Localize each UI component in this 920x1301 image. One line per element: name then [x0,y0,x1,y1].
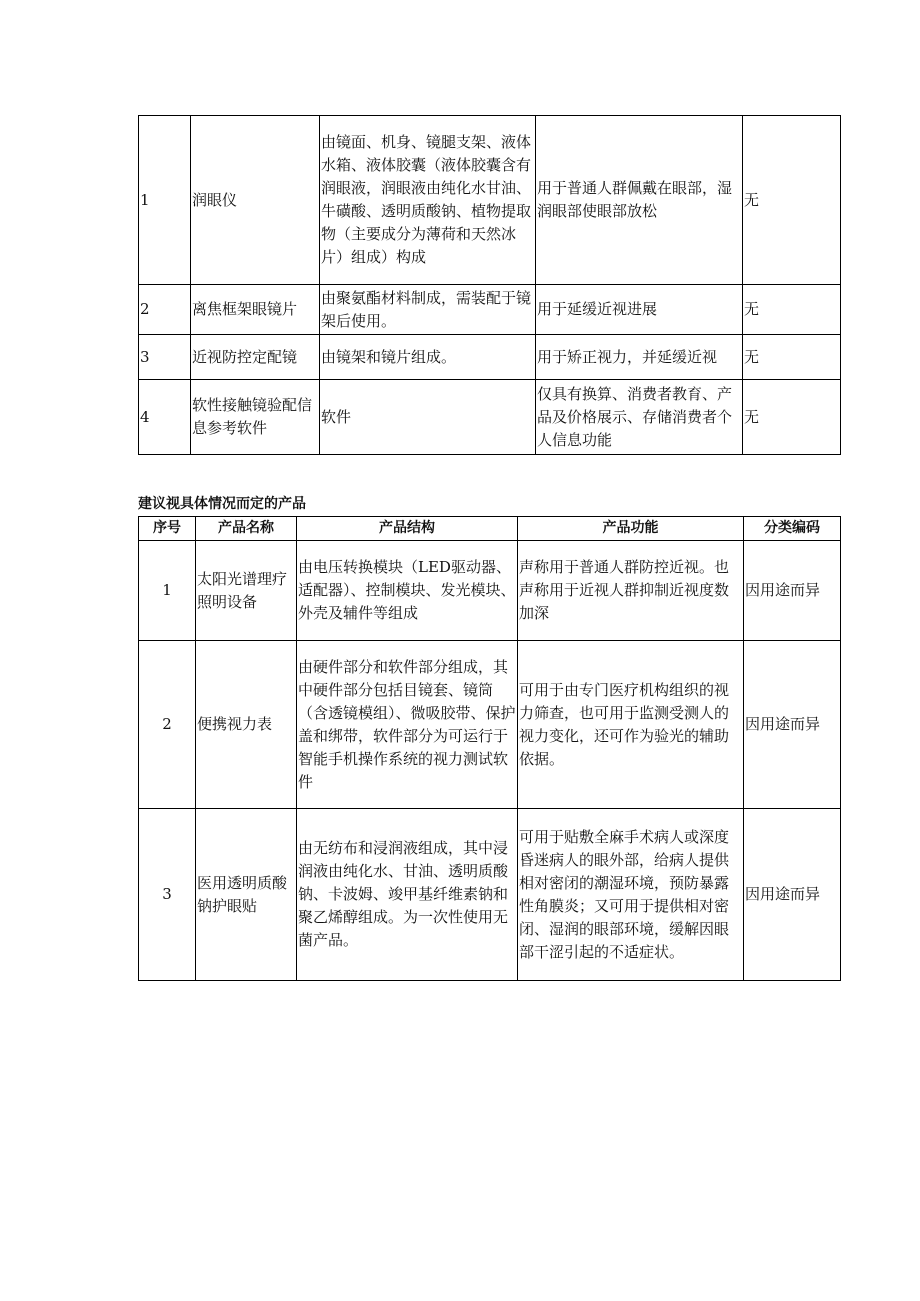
classification-code: 无 [743,335,841,380]
row-number: 3 [139,335,191,380]
product-structure: 由镜架和镜片组成。 [320,335,536,380]
row-number: 1 [139,116,191,285]
row-number: 2 [139,285,191,335]
classification-code: 无 [743,380,841,455]
product-function: 声称用于普通人群防控近视。也声称用于近视人群抑制近视度数加深 [518,541,744,641]
classification-code: 因用途而异 [744,641,841,809]
table-row [139,541,841,641]
product-function: 可用于由专门医疗机构组织的视力筛查，也可用于监测受测人的视力变化，还可作为验光的辅助依据。 [518,641,744,809]
row-number: 4 [139,380,191,455]
row-number: 3 [139,809,196,981]
product-structure: 由镜面、机身、镜腿支架、液体水箱、液体胶囊（液体胶囊含有润眼液，润眼液由纯化水甘油、牛磺酸、透明质酸钠、植物提取物（主要成分为薄荷和天然冰片）组成）构成 [320,116,536,285]
classification-code: 无 [743,285,841,335]
product-function: 仅具有换算、消费者教育、产品及价格展示、存储消费者个人信息功能 [536,380,743,455]
column-header-name: 产品名称 [196,517,297,541]
product-name: 润眼仪 [191,116,320,285]
product-structure: 由电压转换模块（LED驱动器、适配器）、控制模块、发光模块、外壳及辅件等组成 [297,541,518,641]
table-row [139,116,841,285]
section-heading: 建议视具体情况而定的产品 [138,496,306,512]
product-structure: 由硬件部分和软件部分组成，其中硬件部分包括目镜套、镜筒（含透镜模组）、微吸胶带、保护盖和绑带，软件部分为可运行于智能手机操作系统的视力测试软件 [297,641,518,809]
product-structure: 软件 [320,380,536,455]
table-row [139,335,841,380]
product-function: 可用于贴敷全麻手术病人或深度昏迷病人的眼外部，给病人提供相对密闭的潮湿环境，预防暴露性角膜炎；又可用于提供相对密闭、湿润的眼部环境，缓解因眼部干涩引起的不适症状。 [518,809,744,981]
product-name: 医用透明质酸钠护眼贴 [196,809,297,981]
column-header-number: 序号 [139,517,196,541]
row-number: 1 [139,541,196,641]
column-header-code: 分类编码 [744,517,841,541]
table-header-row [139,517,841,541]
column-header-structure: 产品结构 [297,517,518,541]
product-structure: 由无纺布和浸润液组成，其中浸润液由纯化水、甘油、透明质酸钠、卡波姆、竣甲基纤维素钠和聚乙烯醇组成。为一次性使用无菌产品。 [297,809,518,981]
classification-code: 因用途而异 [744,809,841,981]
table-row [139,285,841,335]
product-function: 用于矫正视力，并延缓近视 [536,335,743,380]
product-name: 软性接触镜验配信息参考软件 [191,380,320,455]
product-function: 用于普通人群佩戴在眼部，湿润眼部使眼部放松 [536,116,743,285]
product-function: 用于延缓近视进展 [536,285,743,335]
product-name: 太阳光谱理疗照明设备 [196,541,297,641]
table-row [139,380,841,455]
product-table-1 [138,115,841,455]
product-name: 便携视力表 [196,641,297,809]
product-name: 离焦框架眼镜片 [191,285,320,335]
classification-code: 无 [743,116,841,285]
product-name: 近视防控定配镜 [191,335,320,380]
table-row [139,641,841,809]
product-structure: 由聚氨酯材料制成，需装配于镜架后使用。 [320,285,536,335]
row-number: 2 [139,641,196,809]
column-header-function: 产品功能 [518,517,744,541]
classification-code: 因用途而异 [744,541,841,641]
table-row [139,809,841,981]
product-table-2 [138,516,841,981]
